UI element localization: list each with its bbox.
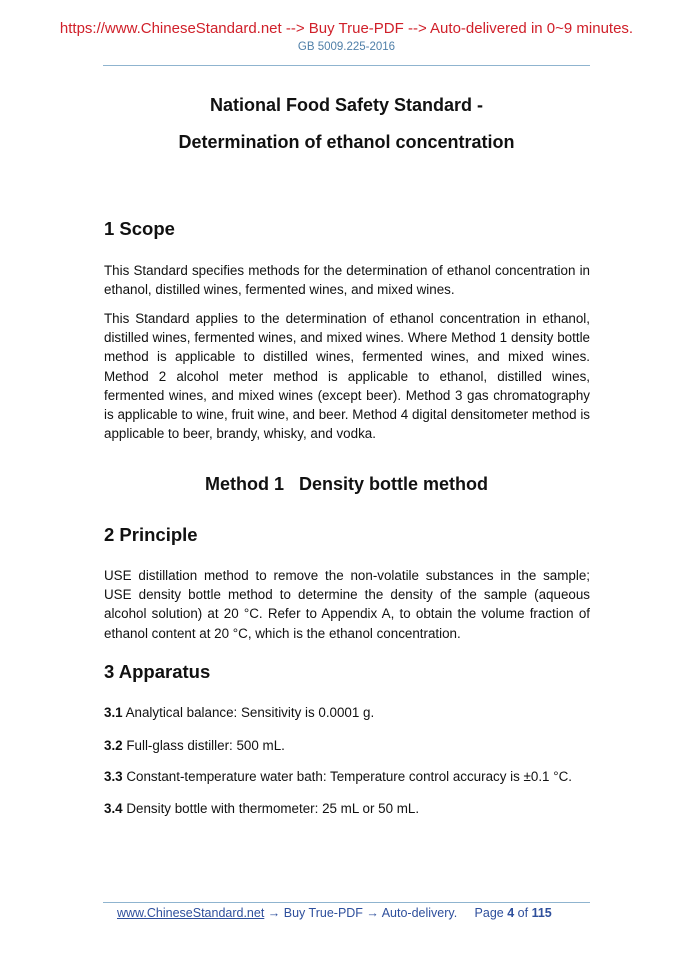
promo-link[interactable]: https://www.ChineseStandard.net --> Buy True-PDF --> Auto-delivered in 0~9 minutes. (59, 20, 634, 37)
item-number: 3.1 (104, 705, 123, 720)
footer-of: of (514, 906, 532, 920)
footer-link[interactable]: www.ChineseStandard.net (117, 906, 265, 920)
standard-number: GB 5009.225-2016 (297, 41, 396, 53)
title-line-2: Determination of ethanol concentration (178, 132, 515, 152)
item-text: Constant-temperature water bath: Temperature control accuracy is ±0.1 °C. (122, 769, 572, 784)
footer-divider (103, 902, 590, 903)
apparatus-heading: 3 Apparatus (104, 661, 211, 682)
header-divider (103, 65, 590, 66)
apparatus-item (104, 801, 419, 816)
method-1-heading: Method 1 Density bottle method (204, 474, 488, 494)
footer (117, 906, 552, 920)
item-text: Full-glass distiller: 500 mL. (122, 738, 285, 753)
scope-paragraph-1: This Standard specifies methods for the determination of ethanol concentration in ethanol, distilled wines, fermented wines, and mixed wines. (104, 263, 590, 298)
item-number: 3.3 (104, 769, 123, 784)
item-number: 3.2 (104, 738, 123, 753)
scope-heading: 1 Scope (104, 218, 175, 239)
scope-paragraph-2: This Standard applies to the determination of ethanol concentration in ethanol, distilled wines, fermented wines, and mixed wines. Where Method 1 density bottle method is applicable to distilled wines, fermented wines, and mixed wines. Method 2 alcohol meter method is applicable to ethanol, distilled wines, fermented wines, and mixed wines (except beer). Method 3 gas chromatography is applicable to wine, fruit wine, and beer. Method 4 digital densitometer method is applicable to beer, brandy, whisky, and vodka. (104, 311, 590, 442)
apparatus-item (104, 705, 374, 720)
title-line-1: National Food Safety Standard - (209, 95, 484, 115)
principle-heading: 2 Principle (104, 524, 198, 545)
item-text: Analytical balance: Sensitivity is 0.0001 g. (122, 705, 375, 720)
page-total: 115 (531, 906, 552, 920)
item-text: Density bottle with thermometer: 25 mL or 50 mL. (122, 801, 420, 816)
page-number: 4 (507, 906, 515, 920)
principle-paragraph: USE distillation method to remove the non-volatile substances in the sample; USE density bottle method to determine the density of the sample (aqueous alcohol solution) at 20 °C. Refer to Appendix A, to obtain the volume fraction of ethanol content at 20 °C, which is the ethanol concentration. (104, 568, 590, 641)
apparatus-item (104, 738, 285, 753)
apparatus-item (104, 769, 572, 784)
item-number: 3.4 (104, 801, 123, 816)
footer-text: → Buy True-PDF → Auto-delivery. Page (264, 906, 508, 920)
